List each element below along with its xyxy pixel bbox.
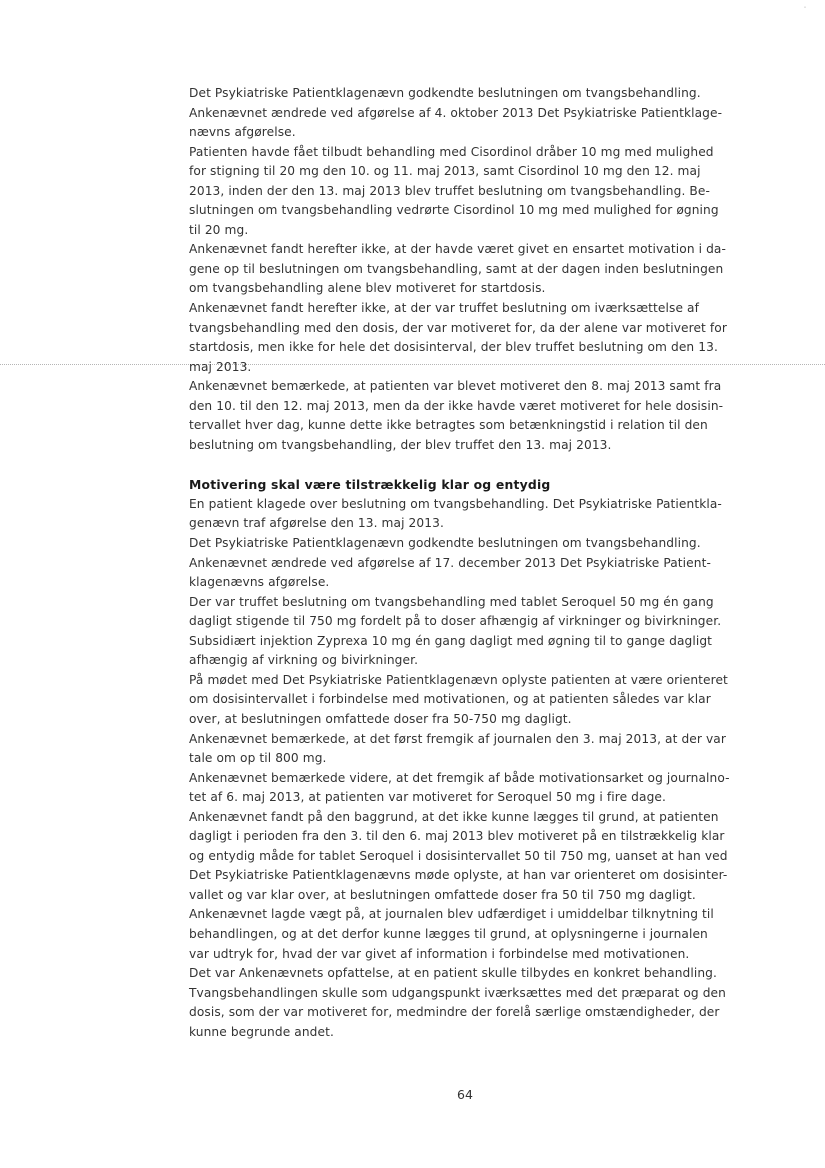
text-line: startdosis, men ikke for hele det dosisinterval, der blev truffet beslutning om den 13.: [189, 340, 718, 355]
text-block-1: [189, 84, 741, 455]
text-line: dagligt stigende til 750 mg fordelt på to doser afhængig af virkninger og bivirkninger.: [189, 614, 722, 629]
text-line: Det Psykiatriske Patientklagenævns møde oplyste, at han var orienteret om dosisinter-: [189, 868, 728, 883]
page-number: 64: [457, 1087, 473, 1102]
text-line: dosis, som der var motiveret for, medmindre der forelå særlige omstændigheder, der: [189, 1005, 720, 1020]
text-line: Ankenævnet bemærkede videre, at det fremgik af både motivationsarket og journalno-: [189, 770, 730, 785]
document-body: [189, 84, 741, 1042]
text-line: for stigning til 20 mg den 10. og 11. maj 2013, samt Cisordinol 10 mg den 12. maj: [189, 164, 701, 179]
text-line: genævn traf afgørelse den 13. maj 2013.: [189, 516, 444, 531]
text-line: Ankenævnet ændrede ved afgørelse af 4. oktober 2013 Det Psykiatriske Patientklage-: [189, 105, 723, 120]
text-line: maj 2013.: [189, 359, 252, 374]
text-line: Ankenævnet ændrede ved afgørelse af 17. december 2013 Det Psykiatriske Patient-: [189, 555, 711, 570]
text-line: Det var Ankenævnets opfattelse, at en patient skulle tilbydes en konkret behandling.: [189, 966, 717, 981]
text-line: klagenævns afgørelse.: [189, 575, 330, 590]
text-line: Patienten havde fået tilbudt behandling med Cisordinol dråber 10 mg med mulighed: [189, 144, 714, 159]
text-line: om tvangsbehandling alene blev motiveret for startdosis.: [189, 281, 546, 296]
section-heading: Motivering skal være tilstrækkelig klar og entydig: [189, 477, 551, 493]
text-line: 2013, inden der den 13. maj 2013 blev truffet beslutning om tvangsbehandling. Be-: [189, 183, 710, 198]
text-line: Tvangsbehandlingen skulle som udgangspunkt iværksættes med det præparat og den: [189, 985, 726, 1000]
text-line: Ankenævnet fandt herefter ikke, at der var truffet beslutning om iværksættelse af: [189, 301, 699, 316]
text-line: gene op til beslutningen om tvangsbehandling, samt at der dagen inden beslutningen: [189, 261, 724, 276]
text-line: En patient klagede over beslutning om tvangsbehandling. Det Psykiatriske Patientkla-: [189, 496, 722, 511]
text-line: behandlingen, og at det derfor kunne lægges til grund, at oplysningerne i journalen: [189, 926, 708, 941]
text-line: om dosisintervallet i forbindelse med motivationen, og at patienten således var klar: [189, 692, 711, 707]
text-line: tale om op til 800 mg.: [189, 751, 327, 766]
text-line: slutningen om tvangsbehandling vedrørte Cisordinol 10 mg med mulighed for øgning: [189, 203, 719, 218]
text-line: var udtryk for, hvad der var givet af information i forbindelse med motivationen.: [189, 946, 690, 961]
text-line: Det Psykiatriske Patientklagenævn godkendte beslutningen om tvangsbehandling.: [189, 86, 701, 100]
text-line: Ankenævnet bemærkede, at det først fremgik af journalen den 3. maj 2013, at der var: [189, 731, 726, 746]
text-line: den 10. til den 12. maj 2013, men da der ikke havde været motiveret for hele dosisin-: [189, 398, 724, 413]
text-line: Der var truffet beslutning om tvangsbehandling med tablet Seroquel 50 mg én gang: [189, 594, 714, 609]
text-line: vallet og var klar over, at beslutningen omfattede doser fra 50 til 750 mg dagligt.: [189, 887, 696, 902]
text-line: nævns afgørelse.: [189, 125, 296, 140]
text-line: Ankenævnet lagde vægt på, at journalen blev udfærdiget i umiddelbar tilknytning til: [189, 907, 714, 922]
text-line: kunne begrunde andet.: [189, 1024, 334, 1039]
text-line: Det Psykiatriske Patientklagenævn godkendte beslutningen om tvangsbehandling.: [189, 536, 701, 551]
text-line: På mødet med Det Psykiatriske Patientklagenævn oplyste patienten at være orienteret: [189, 672, 728, 687]
text-line: Subsidiært injektion Zyprexa 10 mg én gang dagligt med øgning til to gange dagligt: [189, 633, 713, 648]
text-line: tet af 6. maj 2013, at patienten var motiveret for Seroquel 50 mg i fire dage.: [189, 790, 666, 805]
text-line: Ankenævnet fandt herefter ikke, at der havde været givet en ensartet motivation i da-: [189, 242, 726, 257]
text-line: til 20 mg.: [189, 222, 249, 237]
scan-corner-mark: ˙: [803, 6, 807, 15]
text-line: beslutning om tvangsbehandling, der blev truffet den 13. maj 2013.: [189, 437, 612, 452]
text-line: dagligt i perioden fra den 3. til den 6. maj 2013 blev motiveret på en tilstrækkelig klar: [189, 829, 725, 844]
text-line: og entydig måde for tablet Seroquel i dosisintervallet 50 til 750 mg, uanset at han ved: [189, 848, 728, 863]
text-line: tervallet hver dag, kunne dette ikke betragtes som betænkningstid i relation til den: [189, 418, 708, 433]
text-line: tvangsbehandling med den dosis, der var motiveret for, da der alene var motiveret for: [189, 320, 727, 335]
text-line: Ankenævnet fandt på den baggrund, at det ikke kunne lægges til grund, at patienten: [189, 809, 719, 824]
paragraph-gap: [189, 455, 741, 475]
text-line: Ankenævnet bemærkede, at patienten var blevet motiveret den 8. maj 2013 samt fra: [189, 379, 722, 394]
text-block-2: [189, 495, 741, 1042]
text-line: over, at beslutningen omfattede doser fra 50-750 mg dagligt.: [189, 711, 572, 726]
text-line: afhængig af virkning og bivirkninger.: [189, 653, 419, 668]
